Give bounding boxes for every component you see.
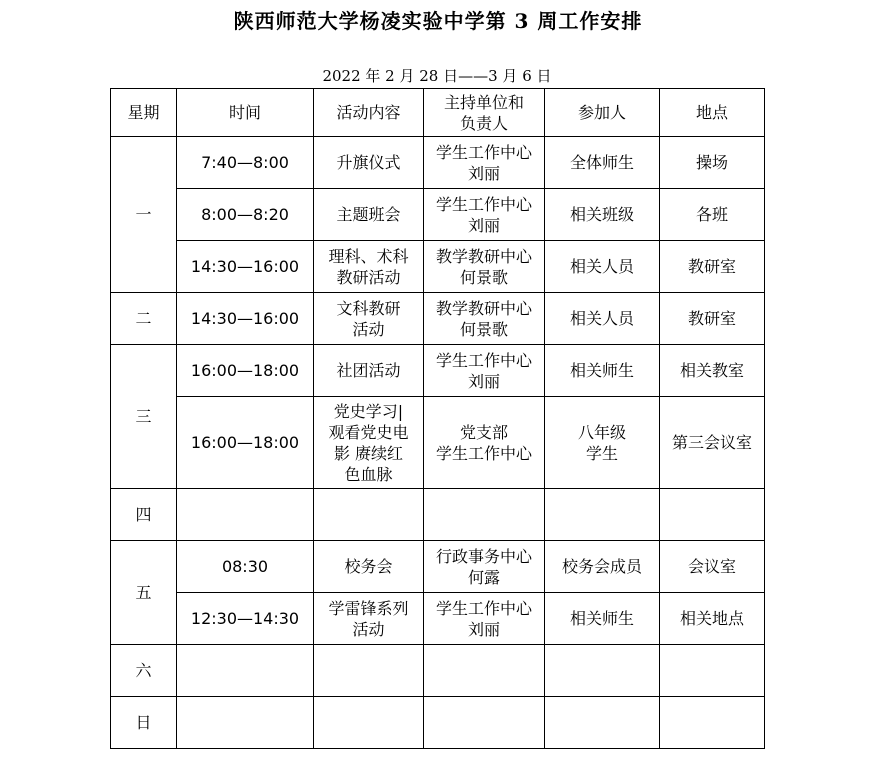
cell-line: 学生工作中心	[435, 443, 532, 463]
header-activity: 活动内容	[314, 89, 424, 137]
location-cell	[660, 541, 765, 593]
table-row	[111, 137, 765, 189]
location-cell	[660, 189, 765, 241]
time-cell: 14:30—16:00	[177, 241, 314, 293]
participants-cell	[545, 293, 660, 345]
day-cell-tue: 二	[111, 293, 177, 345]
time-cell: 8:00—8:20	[177, 189, 314, 241]
empty-cell	[424, 697, 545, 749]
table-row	[111, 645, 765, 697]
organizer-cell	[424, 345, 545, 397]
organizer-cell	[424, 593, 545, 645]
cell-line: 刘丽	[467, 215, 500, 235]
cell-line: 相关师生	[569, 609, 634, 628]
cell-line: 活动	[352, 619, 385, 639]
date-range: 2022 年 2 月 28 日——3 月 6 日	[322, 67, 552, 85]
cell-line: 教研室	[687, 257, 736, 276]
location-cell	[660, 345, 765, 397]
cell-line: 党史学习|	[333, 401, 404, 421]
empty-cell	[177, 697, 314, 749]
cell-line: 各班	[695, 205, 728, 224]
organizer-cell	[424, 137, 545, 189]
location-cell	[660, 593, 765, 645]
empty-cell	[177, 645, 314, 697]
schedule-table	[110, 88, 765, 749]
organizer-cell	[424, 241, 545, 293]
cell-line: 相关人员	[569, 257, 634, 276]
cell-line: 学生	[585, 443, 618, 463]
activity-cell	[314, 241, 424, 293]
empty-cell	[660, 697, 765, 749]
cell-line: 党支部	[459, 422, 508, 442]
participants-cell	[545, 189, 660, 241]
organizer-cell	[424, 189, 545, 241]
cell-line: 校务会	[344, 557, 393, 576]
location-cell	[660, 397, 765, 489]
header-participants: 参加人	[545, 89, 660, 137]
page-title: 陕西师范大学杨凌实验中学第 3 周工作安排	[233, 9, 643, 33]
cell-line: 刘丽	[467, 619, 500, 639]
activity-cell	[314, 541, 424, 593]
time-cell: 14:30—16:00	[177, 293, 314, 345]
cell-line: 刘丽	[467, 371, 500, 391]
time-cell: 7:40—8:00	[177, 137, 314, 189]
participants-cell	[545, 345, 660, 397]
header-organizer-line: 主持单位和	[443, 92, 524, 112]
header-time: 时间	[177, 89, 314, 137]
location-cell	[660, 293, 765, 345]
cell-line: 教研活动	[336, 267, 401, 287]
cell-line: 学生工作中心	[435, 194, 532, 214]
activity-cell	[314, 189, 424, 241]
participants-cell	[545, 541, 660, 593]
cell-line: 学生工作中心	[435, 350, 532, 370]
location-cell	[660, 241, 765, 293]
time-cell: 12:30—14:30	[177, 593, 314, 645]
empty-cell	[545, 645, 660, 697]
organizer-cell	[424, 293, 545, 345]
participants-cell	[545, 241, 660, 293]
table-row	[111, 241, 765, 293]
day-cell-wed: 三	[111, 345, 177, 489]
cell-line: 活动	[352, 319, 385, 339]
cell-line: 升旗仪式	[336, 153, 401, 172]
table-row	[111, 593, 765, 645]
cell-line: 第三会议室	[671, 433, 752, 452]
table-row	[111, 541, 765, 593]
cell-line: 操场	[695, 153, 728, 172]
activity-cell	[314, 345, 424, 397]
cell-line: 相关人员	[569, 309, 634, 328]
cell-line: 相关地点	[679, 609, 744, 628]
cell-line: 学雷锋系列	[328, 598, 409, 618]
participants-cell	[545, 397, 660, 489]
cell-line: 行政事务中心	[435, 546, 532, 566]
empty-cell	[424, 645, 545, 697]
cell-line: 理科、术科	[328, 246, 409, 266]
cell-line: 教研室	[687, 309, 736, 328]
empty-cell	[660, 645, 765, 697]
cell-line: 学生工作中心	[435, 598, 532, 618]
header-day: 星期	[111, 89, 177, 137]
empty-cell	[314, 697, 424, 749]
cell-line: 影 赓续红	[333, 443, 404, 463]
cell-line: 学生工作中心	[435, 142, 532, 162]
participants-cell	[545, 593, 660, 645]
day-cell-thu: 四	[111, 489, 177, 541]
empty-cell	[314, 489, 424, 541]
cell-line: 相关班级	[569, 205, 634, 224]
cell-line: 会议室	[687, 557, 736, 576]
day-cell-sat: 六	[111, 645, 177, 697]
time-cell: 16:00—18:00	[177, 345, 314, 397]
empty-cell	[424, 489, 545, 541]
cell-line: 全体师生	[569, 153, 634, 172]
cell-line: 八年级	[577, 422, 626, 442]
empty-cell	[545, 697, 660, 749]
header-row	[111, 89, 765, 137]
table-row	[111, 697, 765, 749]
cell-line: 主题班会	[336, 205, 401, 224]
time-cell: 16:00—18:00	[177, 397, 314, 489]
table-row	[111, 397, 765, 489]
header-location: 地点	[660, 89, 765, 137]
cell-line: 教学教研中心	[435, 246, 532, 266]
table-row	[111, 293, 765, 345]
cell-line: 色血脉	[344, 464, 393, 484]
empty-cell	[660, 489, 765, 541]
location-cell	[660, 137, 765, 189]
activity-cell	[314, 593, 424, 645]
activity-cell	[314, 137, 424, 189]
activity-cell	[314, 293, 424, 345]
cell-line: 社团活动	[336, 361, 401, 380]
table-row	[111, 489, 765, 541]
header-organizer-line: 负责人	[459, 113, 508, 133]
table-row	[111, 189, 765, 241]
cell-line: 相关教室	[679, 361, 744, 380]
cell-line: 教学教研中心	[435, 298, 532, 318]
cell-line: 何景歌	[459, 267, 508, 287]
time-cell: 08:30	[177, 541, 314, 593]
day-cell-mon: 一	[111, 137, 177, 293]
cell-line: 何露	[467, 567, 500, 587]
participants-cell	[545, 137, 660, 189]
cell-line: 刘丽	[467, 163, 500, 183]
cell-line: 相关师生	[569, 361, 634, 380]
table-row	[111, 345, 765, 397]
empty-cell	[177, 489, 314, 541]
cell-line: 观看党史电	[328, 422, 409, 442]
organizer-cell	[424, 541, 545, 593]
activity-cell	[314, 397, 424, 489]
cell-line: 文科教研	[336, 298, 401, 318]
header-organizer	[424, 89, 545, 137]
empty-cell	[314, 645, 424, 697]
organizer-cell	[424, 397, 545, 489]
empty-cell	[545, 489, 660, 541]
cell-line: 校务会成员	[561, 557, 642, 576]
day-cell-sun: 日	[111, 697, 177, 749]
cell-line: 何景歌	[459, 319, 508, 339]
day-cell-fri: 五	[111, 541, 177, 645]
